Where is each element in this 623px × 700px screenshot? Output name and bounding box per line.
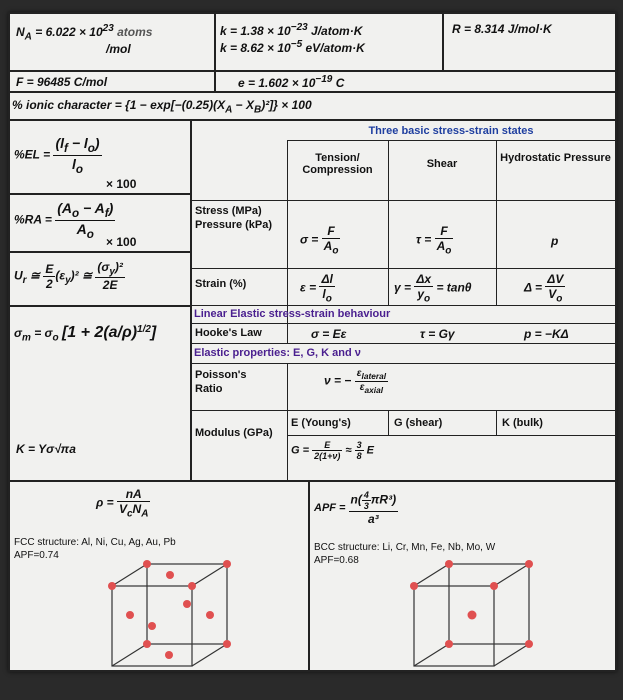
modulus-shear: G (shear) xyxy=(394,417,443,429)
stress-shear-formula: τ = $\frac{F}{A_o}$ xyxy=(416,224,452,257)
density-formula: ρ = nA $V_cN_A$ xyxy=(96,487,149,520)
rule-elastic-col1 xyxy=(287,363,288,480)
linear-elastic-title: Linear Elastic stress-strain behaviour xyxy=(194,308,391,320)
rule-strain xyxy=(190,305,615,306)
rule-hooke-col1 xyxy=(287,323,288,343)
gas-constant: R = 8.314 J/mol·K xyxy=(452,22,552,36)
rule-mod-col2 xyxy=(388,410,389,435)
rule-top xyxy=(8,12,617,14)
stress-tension-formula: σ = $\frac{F}{A_o}$ xyxy=(300,224,339,257)
rule-ionic xyxy=(8,119,617,121)
elongation-x100: × 100 xyxy=(106,177,137,191)
reduction-area-formula: %RA = $\frac{(A_o - A_f)}{A_o}$ xyxy=(14,200,114,241)
rule-stress xyxy=(190,268,615,269)
poisson-label: Poisson's Ratio xyxy=(195,369,247,395)
shear-modulus-relation: G = $\frac{E}{2(1+\nu)}$ ≈ $\frac{3}{8}$ E xyxy=(291,440,374,461)
col-shear: Shear xyxy=(426,158,458,170)
reduction-area-x100: × 100 xyxy=(106,235,137,249)
rule-hooke xyxy=(190,343,615,344)
fcc-unit-cell-diagram xyxy=(102,560,242,672)
elongation-formula: %EL = $\frac{(l_f - l_o)}{l_o}$ xyxy=(14,135,100,176)
stress-concentration-formula: $\sigma_m = \sigma_o$ $[1 + 2(a/\rho)^{1/2}]$ xyxy=(14,324,157,344)
rule-right xyxy=(615,12,617,672)
avogadro-constant: $N_A = 6.022 \times 10^{23}$ atoms /mol xyxy=(16,23,153,57)
rule-table-left xyxy=(190,119,192,480)
bcc-unit-cell-diagram xyxy=(404,560,544,672)
resilience-formula: $U_r$ ≅ $\frac{E}{2}$ $(\varepsilon_y)^2$ ≅ $\frac{(\sigma_y)^2}{2E}$ xyxy=(14,260,123,293)
rule-bottom-mid xyxy=(308,480,310,670)
hooke-shear: τ = Gγ xyxy=(420,327,455,341)
rule-table-title xyxy=(287,140,615,141)
stress-pressure: p xyxy=(551,234,559,248)
rule-poisson xyxy=(190,410,615,411)
apf-formula: APF = n( $\frac{4}{3}$ πR³) a³ xyxy=(314,490,397,526)
rule-ur xyxy=(8,305,190,307)
elastic-properties-title: Elastic properties: E, G, K and ν xyxy=(194,347,361,359)
rule-table-head xyxy=(190,200,615,201)
table-title: Three basic stress-strain states xyxy=(368,125,534,137)
rule-linear xyxy=(190,323,615,324)
bcc-label: BCC structure: Li, Cr, Mn, Fe, Nb, Mo, W xyxy=(314,542,496,553)
electron-charge: $e = 1.602 \times 10^{-19}$ C xyxy=(238,74,345,90)
rule-const-col2 xyxy=(442,12,444,70)
strain-shear-formula: γ = $\frac{\Delta x}{y_o}$ = tanθ xyxy=(394,272,472,305)
stress-label: Stress (MPa) Pressure (kPa) xyxy=(195,205,273,231)
col-hydrostatic: Hydrostatic Pressure xyxy=(500,152,611,164)
rule-table-col3 xyxy=(496,140,497,305)
poisson-formula: ν = − $\varepsilon_{lateral}$ $\varepsilon_{axial}$ xyxy=(324,368,387,395)
bcc-apf: APF=0.68 xyxy=(314,555,359,566)
hooke-label: Hooke's Law xyxy=(195,327,262,339)
strain-label: Strain (%) xyxy=(195,278,247,290)
rule-constants-1 xyxy=(8,70,617,72)
strain-tension-formula: ε = $\frac{\Delta l}{l_o}$ xyxy=(300,272,333,305)
col-tension: Tension/ Compression xyxy=(302,152,373,176)
rule-modulus-mid xyxy=(287,435,615,436)
faraday-constant: F = 96485 C/mol xyxy=(16,75,108,89)
rule-elastic xyxy=(190,363,615,364)
rule-const-col1 xyxy=(214,12,216,91)
boltzmann-constant: $k = 1.38 \times 10^{-23}$ J/atom·K $k = 8.62 \times 10^{-5}$ eV/atom·K xyxy=(220,22,365,55)
rule-bottom xyxy=(8,480,617,482)
rule-el xyxy=(8,193,190,195)
rule-ra xyxy=(8,251,190,253)
ionic-character-formula: % ionic character = $\{1 - \exp[-(0.25)(X_A - X_B)^2]\} \times 100$ xyxy=(12,98,312,116)
rule-left xyxy=(8,12,10,672)
strain-pressure-formula: Δ = $\frac{\Delta V}{V_o}$ xyxy=(524,272,564,305)
modulus-bulk: K (bulk) xyxy=(502,417,543,429)
fracture-toughness-formula: K = Yσ√πa xyxy=(16,442,76,456)
fcc-apf: APF=0.74 xyxy=(14,550,59,561)
hooke-pressure: p = −KΔ xyxy=(524,327,569,341)
formula-sheet xyxy=(8,12,617,672)
rule-constants-2 xyxy=(8,91,617,93)
fcc-label: FCC structure: Al, Ni, Cu, Ag, Au, Pb xyxy=(14,537,176,548)
hooke-tension: σ = Eε xyxy=(311,327,347,341)
modulus-young: E (Young's) xyxy=(291,417,351,429)
modulus-label: Modulus (GPa) xyxy=(195,427,273,439)
rule-mod-col3 xyxy=(496,410,497,435)
